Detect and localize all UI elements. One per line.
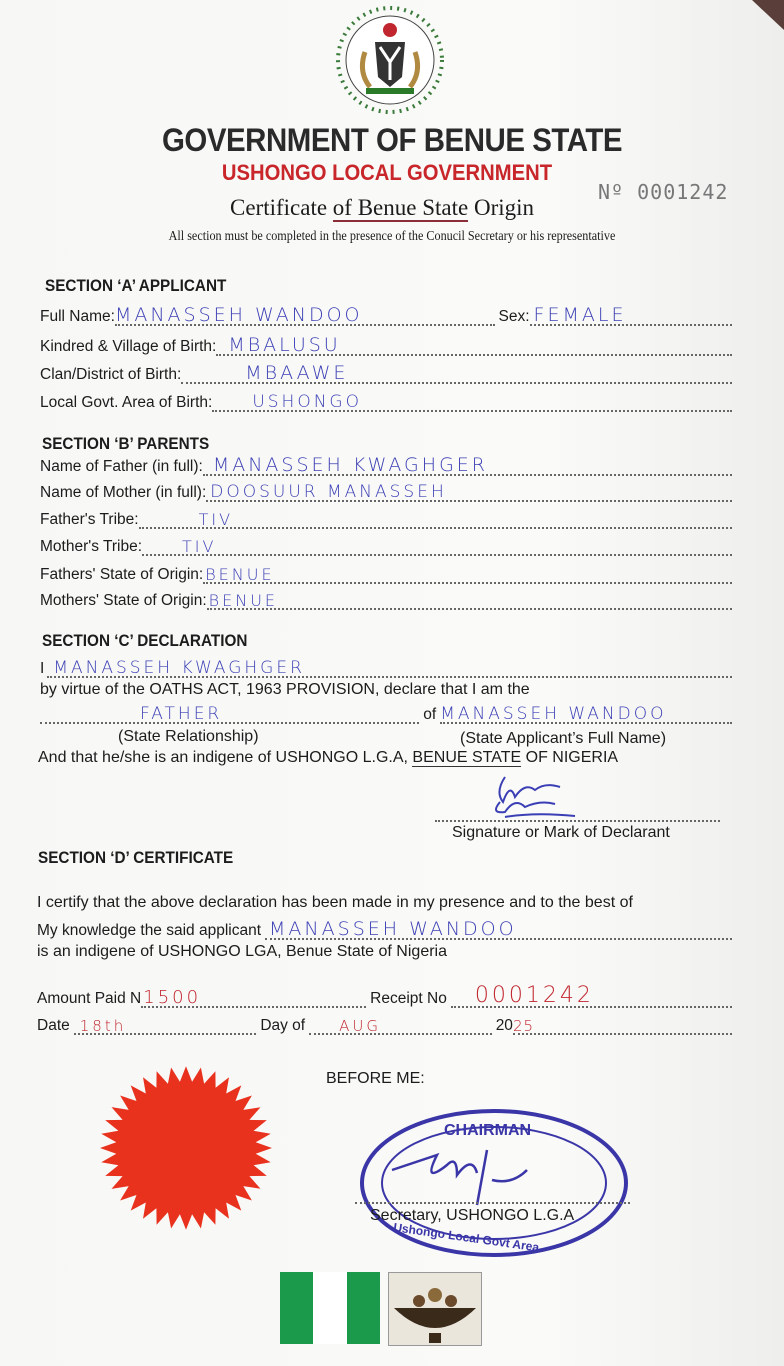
field-label: My knowledge the said applicant [37, 922, 262, 939]
handwritten-value: AUG [339, 1017, 381, 1035]
handwritten-value: TIV [182, 537, 217, 556]
handwritten-value: MANASSEH KWAGHGER [53, 658, 305, 678]
stamp-top-text: CHAIRMAN [444, 1122, 532, 1139]
section-a-heading: SECTION ‘A’ APPLICANT [45, 276, 227, 295]
field-label: of [423, 706, 437, 723]
full-name-field [40, 302, 732, 326]
statement-underlined: BENUE STATE [412, 749, 522, 766]
serial-number: Nº 0001242 [598, 180, 729, 204]
nigeria-flag [280, 1272, 380, 1344]
certify-text: I certify that the above declaration has been made in my presence and to the best of [37, 894, 633, 911]
field-label: Local Govt. Area of Birth: [40, 394, 213, 411]
field-label: I [40, 660, 45, 677]
handwritten-value: 25 [512, 1017, 535, 1035]
signature-line [435, 820, 720, 822]
oath-text: by virtue of the OATHS ACT, 1963 PROVISION, declare that I am the [40, 681, 530, 698]
indigene-statement [38, 749, 618, 767]
local-government-title: USHONGO LOCAL GOVERNMENT [221, 160, 553, 185]
before-me-label: BEFORE ME: [326, 1070, 425, 1087]
handwritten-value: 18th [79, 1017, 127, 1035]
handwritten-value: BENUE [208, 591, 279, 610]
secretary-caption: Secretary, USHONGO L.G.A [370, 1207, 575, 1224]
relationship-caption: (State Relationship) [118, 728, 259, 745]
handwritten-value: 1500 [143, 987, 202, 1008]
handwritten-value: FEMALE [533, 304, 627, 326]
handwritten-value: MANASSEH WANDOO [114, 304, 363, 326]
field-label: Amount Paid N [37, 990, 142, 1007]
field-label: Day of [260, 1017, 306, 1034]
field-label: Sex: [498, 308, 530, 325]
father-state-field [40, 560, 732, 584]
field-label: Full Name: [40, 308, 115, 325]
handwritten-value: BENUE [205, 565, 275, 584]
lga-field [40, 388, 732, 412]
field-label: Mothers' State of Origin: [40, 592, 207, 609]
relationship-field [40, 700, 732, 724]
field-label: Date [37, 1017, 70, 1034]
village-field [40, 332, 732, 356]
statement-part: And that he/she is an indigene of USHONGO L.G.A, [38, 749, 413, 766]
stamp-bottom-text: Ushongo Local Govt Area [392, 1220, 540, 1255]
handwritten-value: MANASSEH KWAGHGER [212, 454, 488, 476]
handwritten-value: MBAAWE [245, 362, 349, 384]
handwritten-value: USHONGO [252, 392, 362, 412]
field-label: Clan/District of Birth: [40, 366, 182, 383]
benue-emblem-image [388, 1272, 482, 1346]
date-field [37, 1011, 732, 1035]
field-label: Name of Mother (in full): [40, 484, 207, 501]
instruction-note: All section must be completed in the presence of the Conucil Secretary or his representative [168, 228, 616, 243]
applicant-caption: (State Applicant’s Full Name) [460, 730, 667, 747]
cert-title-underlined: of Benue State [332, 195, 469, 220]
indigene-text: is an indigene of USHONGO LGA, Benue State of Nigeria [37, 943, 447, 960]
cert-title-part: Origin [468, 195, 535, 220]
field-label: Receipt No [370, 990, 447, 1007]
father-name-field [40, 452, 732, 476]
field-label: Mother's Tribe: [40, 538, 143, 555]
field-label: Fathers' State of Origin: [40, 566, 204, 583]
mother-state-field [40, 586, 732, 610]
certified-applicant-field [37, 916, 732, 940]
handwritten-value: DOOSUUR MANASSEH [210, 482, 447, 502]
field-label: Kindred & Village of Birth: [40, 338, 217, 355]
secretary-signature-line [355, 1202, 630, 1204]
mother-name-field [40, 478, 732, 502]
handwritten-value: MBALUSU [228, 334, 341, 356]
cert-title-part: Certificate [229, 195, 333, 220]
chairman-stamp [352, 1095, 637, 1265]
payment-field [37, 984, 732, 1008]
field-label: Name of Father (in full): [40, 458, 203, 475]
mother-tribe-field [40, 532, 732, 556]
certificate-title [0, 195, 784, 221]
handwritten-value: 0001242 [474, 983, 594, 1008]
clan-field [40, 360, 732, 384]
red-seal [98, 1066, 274, 1230]
field-label: Father's Tribe: [40, 511, 139, 528]
handwritten-value: FATHER [140, 704, 223, 724]
statement-part: OF NIGERIA [521, 749, 619, 766]
handwritten-value: MANASSEH WANDOO [440, 704, 667, 724]
handwritten-value: MANASSEH WANDOO [269, 918, 517, 940]
declarant-signature [485, 772, 595, 822]
handwritten-value: TIV [198, 510, 234, 529]
document-title: GOVERNMENT OF BENUE STATE [161, 122, 623, 158]
section-c-heading: SECTION ‘C’ DECLARATION [42, 631, 248, 650]
signature-caption: Signature or Mark of Declarant [452, 824, 670, 841]
declarant-field [40, 654, 732, 678]
coat-of-arms-emblem [330, 2, 450, 120]
father-tribe-field [40, 505, 732, 529]
field-label: 20 [495, 1017, 513, 1034]
section-d-heading: SECTION ‘D’ CERTIFICATE [38, 848, 234, 867]
section-b-heading: SECTION ‘B’ PARENTS [42, 434, 210, 453]
